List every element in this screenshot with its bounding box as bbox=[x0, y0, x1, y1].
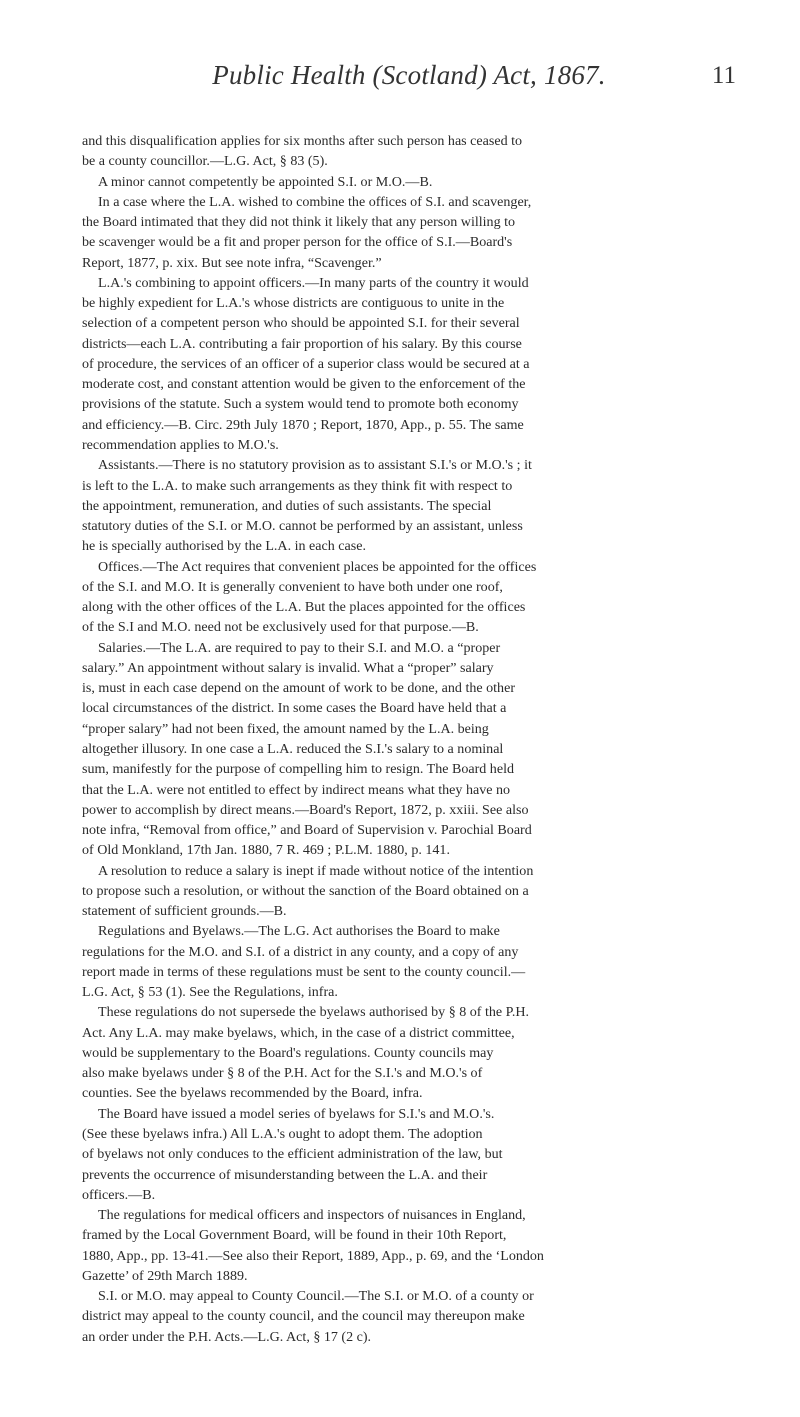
text-line: The regulations for medical officers and inspectors of nuisances in England, bbox=[98, 1207, 526, 1224]
text-line: district may appeal to the county council, and the council may thereupon make bbox=[82, 1308, 525, 1325]
running-title: Public Health (Scotland) Act, 1867. bbox=[212, 60, 606, 90]
text-line: regulations for the M.O. and S.I. of a district in any county, and a copy of any bbox=[82, 943, 519, 960]
text-line: Offices.—The Act requires that convenient places be appointed for the offices bbox=[98, 558, 537, 575]
text-line: that the L.A. were not entitled to effect by indirect means what they have no bbox=[82, 781, 511, 798]
text-line: be a county councillor.—L.G. Act, § 83 (5). bbox=[82, 153, 328, 170]
text-line: L.G. Act, § 53 (1). See the Regulations, infra. bbox=[82, 984, 338, 1001]
text-line: provisions of the statute. Such a system would tend to promote both economy bbox=[82, 396, 519, 413]
text-line: selection of a competent person who should be appointed S.I. for their several bbox=[82, 315, 520, 332]
text-line: A resolution to reduce a salary is inept if made without notice of the intention bbox=[98, 862, 534, 879]
text-line: of byelaws not only conduces to the efficient administration of the law, but bbox=[82, 1146, 503, 1163]
text-line: is left to the L.A. to make such arrangements as they think fit with respect to bbox=[82, 477, 513, 494]
text-line: statement of sufficient grounds.—B. bbox=[82, 903, 287, 920]
text-line: districts—each L.A. contributing a fair proportion of his salary. By this course bbox=[82, 335, 522, 352]
text-line: Regulations and Byelaws.—The L.G. Act authorises the Board to make bbox=[98, 923, 500, 940]
text-line: (See these byelaws infra.) All L.A.'s ought to adopt them. The adoption bbox=[82, 1126, 483, 1143]
text-line: an order under the P.H. Acts.—L.G. Act, § 17 (2 c). bbox=[82, 1328, 372, 1345]
text-line: be highly expedient for L.A.'s whose districts are contiguous to unite in the bbox=[82, 295, 505, 312]
text-line: note infra, “Removal from office,” and Board of Supervision v. Parochial Board bbox=[82, 822, 532, 839]
text-line: report made in terms of these regulations must be sent to the county council.— bbox=[82, 963, 526, 980]
text-line: of the S.I. and M.O. It is generally convenient to have both under one roof, bbox=[82, 578, 503, 595]
text-line: and this disqualification applies for six months after such person has ceased to bbox=[82, 133, 523, 149]
text-line: is, must in each case depend on the amount of work to be done, and the other bbox=[82, 680, 515, 697]
text-line: Assistants.—There is no statutory provision as to assistant S.I.'s or M.O.'s ; it bbox=[98, 457, 532, 474]
text-line: framed by the Local Government Board, will be found in their 10th Report, bbox=[82, 1227, 507, 1244]
text-line: S.I. or M.O. may appeal to County Council.—The S.I. or M.O. of a county or bbox=[98, 1288, 534, 1305]
text-line: the Board intimated that they did not think it likely that any person willing to bbox=[82, 214, 516, 231]
text-line: local circumstances of the district. In some cases the Board have held that a bbox=[82, 700, 507, 717]
text-line: officers.—B. bbox=[82, 1186, 156, 1203]
text-line: the appointment, remuneration, and duties of such assistants. The special bbox=[82, 497, 492, 514]
text-line: power to accomplish by direct means.—Board's Report, 1872, p. xxiii. See also bbox=[82, 801, 529, 818]
text-line: 1880, App., pp. 13-41.—See also their Report, 1889, App., p. 69, and the ‘London bbox=[82, 1247, 544, 1264]
text-line: Act. Any L.A. may make byelaws, which, in the case of a district committee, bbox=[82, 1024, 515, 1041]
text-line: also make byelaws under § 8 of the P.H. Act for the S.I.'s and M.O.'s of bbox=[82, 1065, 483, 1082]
text-line: of the S.I and M.O. need not be exclusively used for that purpose.—B. bbox=[82, 619, 479, 636]
text-line: would be supplementary to the Board's regulations. County councils may bbox=[82, 1044, 494, 1061]
text-line: statutory duties of the S.I. or M.O. cannot be performed by an assistant, unless bbox=[82, 518, 523, 535]
text-line: sum, manifestly for the purpose of compelling him to resign. The Board held bbox=[82, 761, 514, 778]
text-line: Gazette’ of 29th March 1889. bbox=[82, 1267, 248, 1284]
page-number: 11 bbox=[711, 62, 736, 89]
text-line: salary.” An appointment without salary is invalid. What a “proper” salary bbox=[82, 659, 494, 676]
text-line: counties. See the byelaws recommended by the Board, infra. bbox=[82, 1085, 423, 1102]
text-line: and efficiency.—B. Circ. 29th July 1870 ; Report, 1870, App., p. 55. The same bbox=[82, 416, 524, 433]
text-line: A minor cannot competently be appointed S.I. or M.O.—B. bbox=[98, 173, 433, 190]
text-line: “proper salary” had not been fixed, the amount named by the L.A. being bbox=[82, 720, 489, 737]
text-line: to propose such a resolution, or without the sanction of the Board obtained on a bbox=[82, 882, 529, 899]
text-line: Report, 1877, p. xix. But see note infra, “Scavenger.” bbox=[82, 254, 382, 271]
text-line: These regulations do not supersede the byelaws authorised by § 8 of the P.H. bbox=[98, 1004, 530, 1021]
body-text bbox=[82, 131, 737, 1347]
text-line: recommendation applies to M.O.'s. bbox=[82, 436, 279, 453]
text-line: along with the other offices of the L.A. But the places appointed for the offices bbox=[82, 599, 526, 616]
running-head bbox=[82, 60, 736, 100]
text-line: moderate cost, and constant attention would be given to the enforcement of the bbox=[82, 376, 526, 393]
text-line: prevents the occurrence of misunderstanding between the L.A. and their bbox=[82, 1166, 488, 1183]
text-line: Salaries.—The L.A. are required to pay to their S.I. and M.O. a “proper bbox=[98, 639, 501, 656]
text-line: The Board have issued a model series of byelaws for S.I.'s and M.O.'s. bbox=[98, 1105, 495, 1122]
text-line: he is specially authorised by the L.A. in each case. bbox=[82, 538, 366, 555]
text-line: be scavenger would be a fit and proper person for the office of S.I.—Board's bbox=[82, 234, 513, 251]
text-line: In a case where the L.A. wished to combine the offices of S.I. and scavenger, bbox=[98, 193, 532, 210]
text-line: altogether illusory. In one case a L.A. reduced the S.I.'s salary to a nominal bbox=[82, 740, 504, 757]
text-line: L.A.'s combining to appoint officers.—In many parts of the country it would bbox=[98, 274, 529, 291]
text-line: of procedure, the services of an officer of a superior class would be secured at a bbox=[82, 355, 530, 372]
text-line: of Old Monkland, 17th Jan. 1880, 7 R. 469 ; P.L.M. 1880, p. 141. bbox=[82, 842, 450, 859]
